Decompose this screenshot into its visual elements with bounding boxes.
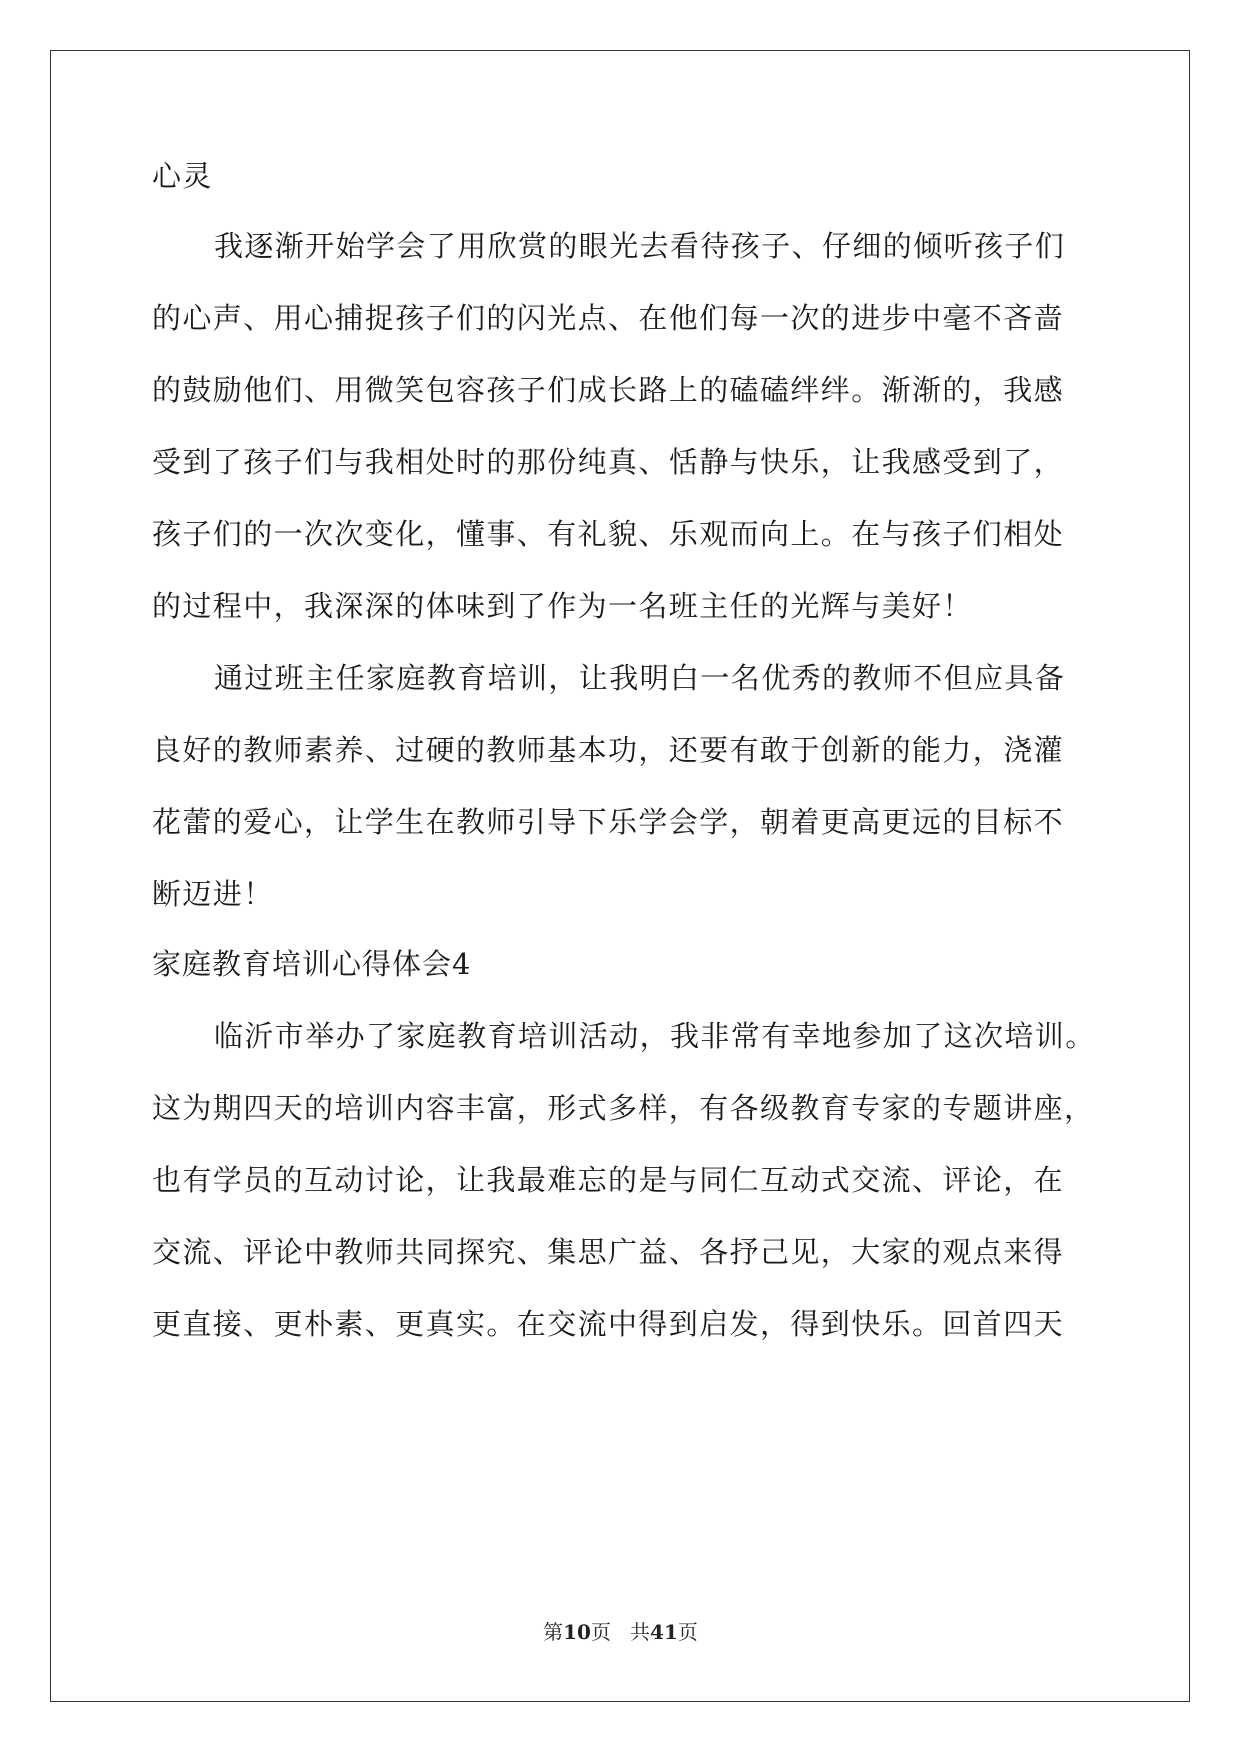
footer-total-prefix: 共	[630, 1620, 651, 1644]
footer-page-suffix: 页	[590, 1620, 611, 1644]
paragraph-first-line: 我逐渐开始学会了用欣赏的眼光去看待孩子、仔细的倾听孩子们	[214, 229, 1066, 263]
text-line: 也有学员的互动讨论，让我最难忘的是与同仁互动式交流、评论，在	[152, 1163, 1065, 1197]
footer-total-suffix: 页	[677, 1620, 698, 1644]
paragraph-first-line: 通过班主任家庭教育培训，让我明白一名优秀的教师不但应具备	[214, 661, 1066, 695]
section-heading: 家庭教育培训心得体会4	[152, 947, 472, 981]
text-line: 断迈进！	[152, 877, 274, 911]
text-line: 孩子们的一次次变化，懂事、有礼貌、乐观而向上。在与孩子们相处	[152, 517, 1065, 551]
footer-prefix: 第	[543, 1620, 564, 1644]
text-line: 交流、评论中教师共同探究、集思广益、各抒己见，大家的观点来得	[152, 1235, 1065, 1269]
current-page-number: 10	[563, 1620, 591, 1644]
text-line: 花蕾的爱心，让学生在教师引导下乐学会学，朝着更高更远的目标不	[152, 805, 1065, 839]
text-line: 这为期四天的培训内容丰富，形式多样，有各级教育专家的专题讲座，	[152, 1091, 1095, 1125]
text-line: 的鼓励他们、用微笑包容孩子们成长路上的磕磕绊绊。渐渐的，我感	[152, 373, 1065, 407]
text-line: 的过程中，我深深的体味到了作为一名班主任的光辉与美好！	[152, 589, 973, 623]
page-footer	[0, 1620, 1241, 1644]
total-page-count: 41	[650, 1620, 678, 1644]
text-line: 受到了孩子们与我相处时的那份纯真、恬静与快乐，让我感受到了，	[152, 445, 1065, 479]
text-line: 更直接、更朴素、更真实。在交流中得到启发，得到快乐。回首四天	[152, 1307, 1065, 1341]
text-line: 良好的教师素养、过硬的教师基本功，还要有敢于创新的能力，浇灌	[152, 733, 1065, 767]
paragraph-first-line: 临沂市举办了家庭教育培训活动，我非常有幸地参加了这次培训。	[214, 1019, 1096, 1053]
text-line: 心灵	[152, 159, 213, 193]
text-line: 的心声、用心捕捉孩子们的闪光点、在他们每一次的进步中毫不吝啬	[152, 301, 1065, 335]
